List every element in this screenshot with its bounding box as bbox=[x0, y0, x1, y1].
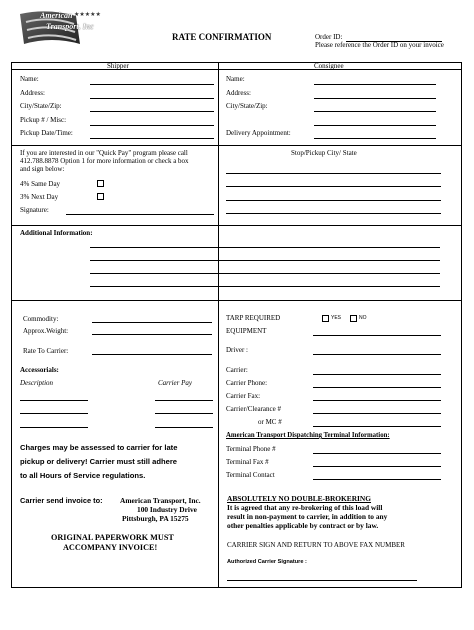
accessorial-desc-2[interactable] bbox=[20, 413, 88, 414]
shipper-pickup-field[interactable] bbox=[90, 125, 214, 126]
logo-line2: Transport, Inc bbox=[46, 22, 94, 31]
logo-stars: ★★★★★ bbox=[74, 12, 101, 18]
tarp-no-label: NO bbox=[359, 315, 367, 321]
accessorial-pay-3[interactable] bbox=[155, 427, 213, 428]
original-paperwork-1: ORIGINAL PAPERWORK MUST bbox=[51, 533, 174, 542]
description-column-label: Description bbox=[20, 379, 54, 387]
consignee-delivery-field[interactable] bbox=[314, 138, 436, 139]
tarp-no-checkbox[interactable] bbox=[350, 315, 357, 322]
carrier-fax-label: Carrier Fax: bbox=[226, 392, 261, 400]
consignee-city-field[interactable] bbox=[314, 111, 436, 112]
shipper-heading: Shipper bbox=[107, 62, 129, 70]
driver-field[interactable] bbox=[313, 354, 441, 355]
quickpay-same-day-label: 4% Same Day bbox=[20, 180, 61, 188]
carrier-clearance-field[interactable] bbox=[313, 413, 441, 414]
tarp-label: TARP REQUIRED bbox=[226, 314, 281, 322]
shipper-address-label: Address: bbox=[20, 89, 45, 97]
shipper-pickup-label: Pickup # / Misc: bbox=[20, 116, 67, 124]
quickpay-text-2: 412.788.8878 Option 1 for more information or check a box bbox=[20, 157, 189, 165]
consignee-misc-field[interactable] bbox=[314, 125, 436, 126]
shipper-city-label: City/State/Zip: bbox=[20, 102, 62, 110]
consignee-name-label: Name: bbox=[226, 75, 245, 83]
consignee-address-label: Address: bbox=[226, 89, 251, 97]
logo-line1: American bbox=[40, 11, 73, 20]
double-brokering-heading: ABSOLUTELY NO DOUBLE-BROKERING bbox=[227, 494, 372, 503]
section-divider-3 bbox=[11, 300, 462, 301]
terminal-phone-field[interactable] bbox=[313, 453, 441, 454]
invoice-street: 100 Industry Drive bbox=[137, 505, 197, 514]
quickpay-signature-field[interactable] bbox=[66, 214, 214, 215]
additional-info-heading: Additional Information: bbox=[20, 229, 93, 237]
charges-text-1: Charges may be assessed to carrier for late bbox=[20, 443, 178, 452]
order-id-note: Please reference the Order ID on your invoice bbox=[315, 41, 444, 49]
carrier-field[interactable] bbox=[313, 374, 441, 375]
shipper-name-field[interactable] bbox=[90, 84, 214, 85]
accessorials-heading: Accessorials: bbox=[20, 366, 59, 374]
additional-line-2[interactable] bbox=[90, 260, 440, 261]
quickpay-text-1: If you are interested in our "Quick Pay" program please call bbox=[20, 149, 188, 157]
additional-line-4[interactable] bbox=[90, 286, 440, 287]
center-divider bbox=[218, 62, 219, 588]
shipper-address-field[interactable] bbox=[90, 98, 214, 99]
brokering-text-2: result in non-payment to carrier, in addition to any bbox=[227, 512, 388, 521]
terminal-contact-field[interactable] bbox=[313, 479, 441, 480]
rate-field[interactable] bbox=[92, 354, 212, 355]
stop-heading: Stop/Pickup City/ State bbox=[291, 149, 357, 157]
commodity-field[interactable] bbox=[92, 322, 212, 323]
consignee-city-label: City/State/Zip: bbox=[226, 102, 268, 110]
shipper-section-divider bbox=[11, 69, 462, 70]
consignee-heading: Consignee bbox=[314, 62, 344, 70]
quickpay-text-3: and sign below: bbox=[20, 165, 65, 173]
carrier-phone-label: Carrier Phone: bbox=[226, 379, 268, 387]
shipper-city-field[interactable] bbox=[90, 111, 214, 112]
stop-line-1[interactable] bbox=[226, 173, 441, 174]
carrier-label: Carrier: bbox=[226, 366, 248, 374]
invoice-company: American Transport, Inc. bbox=[120, 496, 201, 505]
driver-label: Driver : bbox=[226, 346, 248, 354]
consignee-name-field[interactable] bbox=[314, 84, 436, 85]
terminal-heading: American Transport Dispatching Terminal Information: bbox=[226, 432, 390, 439]
page-title: RATE CONFIRMATION bbox=[172, 32, 272, 42]
shipper-pickup-date-label: Pickup Date/Time: bbox=[20, 129, 73, 137]
stop-line-4[interactable] bbox=[226, 213, 441, 214]
quickpay-signature-label: Signature: bbox=[20, 206, 49, 214]
consignee-address-field[interactable] bbox=[314, 98, 436, 99]
accessorial-desc-3[interactable] bbox=[20, 427, 88, 428]
authorized-signature-field[interactable] bbox=[227, 580, 417, 581]
stop-line-2[interactable] bbox=[226, 186, 441, 187]
carrier-mc-field[interactable] bbox=[313, 426, 441, 427]
charges-text-2: pickup or delivery! Carrier must still adhere bbox=[20, 457, 177, 466]
invoice-city: Pittsburgh, PA 15275 bbox=[122, 514, 189, 523]
terminal-contact-label: Terminal Contact bbox=[226, 471, 275, 479]
carrier-fax-field[interactable] bbox=[313, 400, 441, 401]
accessorial-pay-1[interactable] bbox=[155, 400, 213, 401]
charges-text-3: to all Hours of Service regulations. bbox=[20, 471, 146, 480]
shipper-pickup-date-field[interactable] bbox=[90, 138, 214, 139]
stop-line-3[interactable] bbox=[226, 200, 441, 201]
accessorial-pay-2[interactable] bbox=[155, 413, 213, 414]
additional-line-1[interactable] bbox=[90, 247, 440, 248]
terminal-fax-field[interactable] bbox=[313, 466, 441, 467]
weight-field[interactable] bbox=[92, 334, 212, 335]
accessorial-desc-1[interactable] bbox=[20, 400, 88, 401]
equipment-label: EQUIPMENT bbox=[226, 327, 267, 335]
carrier-clearance-label: Carrier/Clearance # bbox=[226, 405, 281, 413]
carrier-phone-field[interactable] bbox=[313, 387, 441, 388]
same-day-checkbox[interactable] bbox=[97, 180, 104, 187]
tarp-yes-label: YES bbox=[331, 315, 342, 321]
terminal-phone-label: Terminal Phone # bbox=[226, 445, 276, 453]
next-day-checkbox[interactable] bbox=[97, 193, 104, 200]
equipment-field[interactable] bbox=[313, 335, 441, 336]
company-logo bbox=[18, 8, 118, 48]
carrier-pay-column-label: Carrier Pay bbox=[158, 379, 193, 387]
weight-label: Approx.Weight: bbox=[23, 327, 69, 335]
terminal-fax-label: Terminal Fax # bbox=[226, 458, 269, 466]
additional-line-3[interactable] bbox=[90, 273, 440, 274]
original-paperwork-2: ACCOMPANY INVOICE! bbox=[63, 543, 158, 552]
consignee-delivery-label: Delivery Appointment: bbox=[226, 129, 291, 137]
order-id-label: Order ID: bbox=[315, 33, 343, 41]
section-divider-1 bbox=[11, 145, 462, 146]
send-invoice-label: Carrier send invoice to: bbox=[20, 496, 103, 505]
sign-return-text: CARRIER SIGN AND RETURN TO ABOVE FAX NUMBER bbox=[227, 541, 405, 549]
carrier-mc-label: or MC # bbox=[258, 418, 282, 426]
rate-label: Rate To Carrier: bbox=[23, 347, 69, 355]
section-divider-2 bbox=[11, 225, 462, 226]
commodity-label: Commodity: bbox=[23, 315, 59, 323]
authorized-signature-label: Authorized Carrier Signature : bbox=[227, 559, 307, 565]
brokering-text-1: It is agreed that any re-brokering of this load will bbox=[227, 503, 383, 512]
quickpay-next-day-label: 3% Next Day bbox=[20, 193, 59, 201]
tarp-yes-checkbox[interactable] bbox=[322, 315, 329, 322]
brokering-text-3: other penalties applicable by contract or by law. bbox=[227, 521, 379, 530]
shipper-name-label: Name: bbox=[20, 75, 39, 83]
